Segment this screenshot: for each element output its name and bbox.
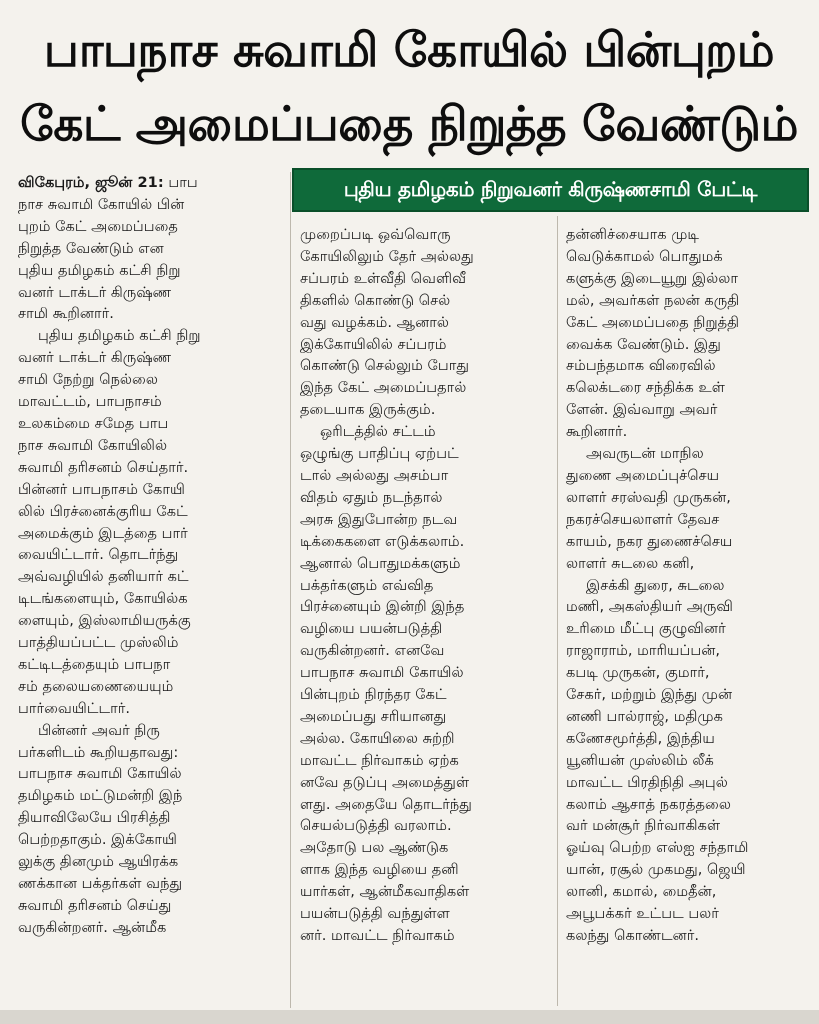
article-column-2 [300, 224, 548, 947]
article-paragraph: முறைப்படி ஒவ்வொரு கோயிலிலும் தேர் அல்லது சப்பரம் உள்வீதி வெளிவீ திகளில் கொண்டு செல் வது வழக்கம். ஆனால் இக்கோயிலில் சப்பரம் கொண்டு செல்லும் போது இந்த கேட் அமைப்பதால் தடையாக இருக்கும். [300, 226, 474, 419]
column-divider [290, 172, 291, 1008]
headline-line-1: பாபநாச சுவாமி கோயில் பின்புறம் [43, 23, 775, 78]
headline-line-2: கேட் அமைப்பதை நிறுத்த வேண்டும் [20, 97, 798, 152]
page-bottom-edge [0, 1010, 819, 1024]
dateline: விகேபுரம், ஜூன் 21: [18, 174, 164, 191]
article-paragraph: இசக்கி துரை, சுடலை மணி, அகஸ்தியர் அருவி உரிமை மீட்பு குழுவினர் ராஜாராம், மாரியப்பன், கபடி முருகன், குமார், சேகர், மற்றும் இந்து முன் னணி பால்ராஜ், மதிமுக கணேசமூர்த்தி, இந்திய யூனியன் முஸ்லிம் லீக் மாவட்ட பிரதிநிதி அபுல் கலாம் ஆசாத் நகரத்தலை வர் மன்சூர் நிர்வாகிகள் ஓய்வு பெற்ற எஸ்ஐ சந்தாமி யான், ரசூல் முகமது, ஜெயி லானி, கமால், மைதீன், அபூபக்கர் உட்பட பலர் கலந்து கொண்டனர். [566, 576, 749, 944]
article-paragraph: ஒரிடத்தில் சட்டம் ஒழுங்கு பாதிப்பு ஏற்பட் டால் அல்லது அசம்பா விதம் ஏதும் நடந்தால் அரசு இதுபோன்ற நடவ டிக்கைகளை எடுக்கலாம். ஆனால் பொதுமக்களும் பக்தர்களும் எவ்வித பிரச்னையும் இன்றி இந்த வழியை பயன்படுத்தி வருகின்றனர். எனவே பாபநாச சுவாமி கோயில் பின்புறம் நிரந்தர கேட் அமைப்பது சரியானது அல்ல. கோயிலை சுற்றி மாவட்ட நிர்வாகம் ஏற்க னவே தடுப்பு அமைத்துள் ளது. அதையே தொடர்ந்து செயல்படுத்தி வரலாம். அதோடு பல ஆண்டுக ளாக இந்த வழியை தனி யார்கள், ஆன்மீகவாதிகள் பயன்படுத்தி வந்துள்ள னர். மாவட்ட நிர்வாகம் [300, 423, 472, 944]
column-divider [557, 216, 558, 1006]
article-column-1 [18, 172, 278, 939]
subhead-text: புதிய தமிழகம் நிறுவனர் கிருஷ்ணசாமி பேட்டி [343, 176, 758, 201]
subhead-banner [292, 168, 809, 212]
article-paragraph: அவருடன் மாநில துணை அமைப்புச்செய லாளர் சரஸ்வதி முருகன், நகரச்செயலாளர் தேவச காயம், நகர துணைச்செய லாளர் சுடலை கனி, [566, 445, 733, 572]
article-paragraph: புதிய தமிழகம் கட்சி நிறு வனர் டாக்டர் கிருஷ்ண சாமி நேற்று நெல்லை மாவட்டம், பாபநாசம் உலகம்மை சமேத பாப நாச சுவாமி கோயிலில் சுவாமி தரிசனம் செய்தார். பின்னர் பாபநாசம் கோயி லில் பிரச்னைக்குரிய கேட் அமைக்கும் இடத்தை பார் வையிட்டார். தொடர்ந்து அவ்வழியில் தனியார் கட் டிடங்களையும், கோயில்க ளையும், இஸ்லாமியருக்கு பாத்தியப்பட்ட முஸ்லிம் கட்டிடத்தையும் பாபநா சம் தலையணையையும் பார்வையிட்டார். [18, 327, 201, 717]
article-paragraph [18, 172, 278, 325]
article-paragraph: தன்னிச்சையாக முடி வெடுக்காமல் பொதுமக் களுக்கு இடையூறு இல்லா மல், அவர்கள் நலன் கருதி கேட் அமைப்பதை நிறுத்தி வைக்க வேண்டும். இது சம்பந்தமாக விரைவில் கலெக்டரை சந்திக்க உள் ளேன். இவ்வாறு அவர் கூறினார். [566, 226, 740, 441]
paragraph-text: பாப நாச சுவாமி கோயில் பின் புறம் கேட் அமைப்பதை நிறுத்த வேண்டும் என புதிய தமிழகம் கட்சி நிறு வனர் டாக்டர் கிருஷ்ண சாமி கூறினார். [18, 174, 198, 323]
article-column-3 [566, 224, 806, 947]
article-paragraph: பின்னர் அவர் நிரு பர்களிடம் கூறியதாவது: பாபநாச சுவாமி கோயில் தமிழகம் மட்டுமன்றி இந் தியாவிலேயே பிரசித்தி பெற்றதாகும். இக்கோயி லுக்கு தினமும் ஆயிரக்க ணக்கான பக்தர்கள் வந்து சுவாமி தரிசனம் செய்து வருகின்றனர். ஆன்மீக [18, 721, 183, 936]
